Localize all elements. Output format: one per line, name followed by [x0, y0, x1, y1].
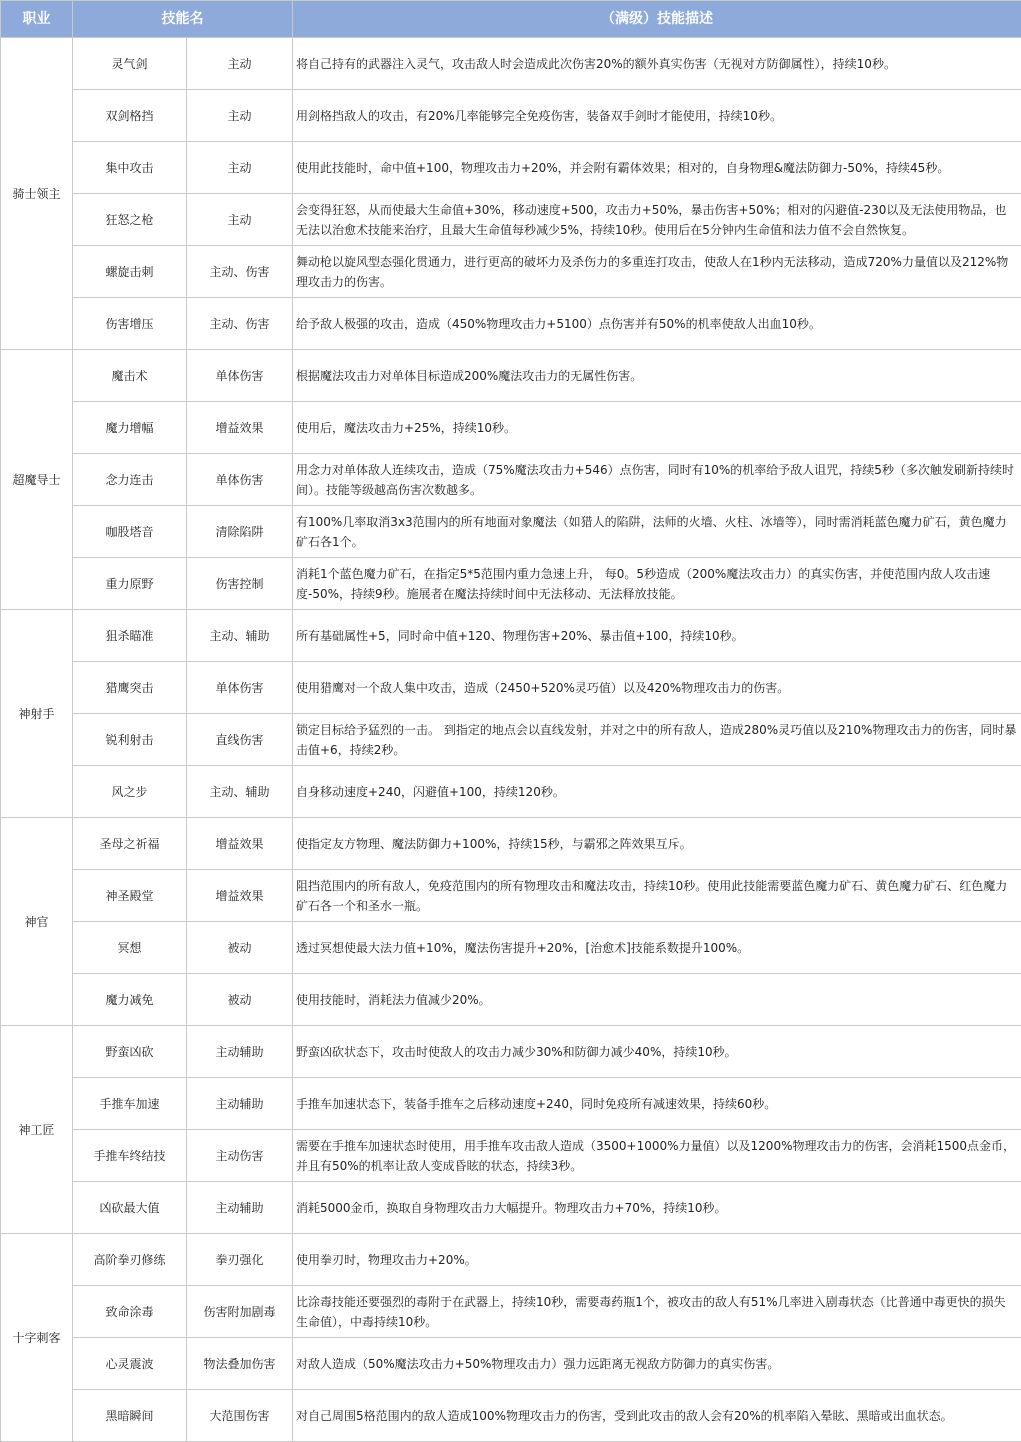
- table-body: [1, 38, 1021, 1442]
- skill-description-cell: 用念力对单体敌人连续攻击，造成（75%魔法攻击力+546）点伤害，同时有10%的机率给予敌人诅咒，持续5秒（多次触发刷新持续时间）。技能等级越高伤害次数越多。: [293, 454, 1021, 506]
- skill-name-cell: 魔力减免: [73, 974, 187, 1026]
- table-row: [1, 1286, 1021, 1338]
- skill-type-cell: 主动、伤害: [187, 246, 293, 298]
- skill-name-cell: 灵气剑: [73, 38, 187, 90]
- skill-type-cell: 被动: [187, 922, 293, 974]
- skill-type-cell: 伤害控制: [187, 558, 293, 610]
- skill-type-cell: 拳刃强化: [187, 1234, 293, 1286]
- skill-type-cell: 单体伤害: [187, 454, 293, 506]
- skill-name-cell: 集中攻击: [73, 142, 187, 194]
- skill-name-cell: 黑暗瞬间: [73, 1390, 187, 1442]
- skill-description-cell: 使指定友方物理、魔法防御力+100%，持续15秒，与霸邪之阵效果互斥。: [293, 818, 1021, 870]
- skill-name-cell: 神圣殿堂: [73, 870, 187, 922]
- skill-description-cell: 用剑格挡敌人的攻击，有20%几率能够完全免疫伤害，装备双手剑时才能使用，持续10秒。: [293, 90, 1021, 142]
- table-row: [1, 922, 1021, 974]
- table-row: [1, 870, 1021, 922]
- skill-name-cell: 野蛮凶砍: [73, 1026, 187, 1078]
- table-row: [1, 142, 1021, 194]
- skill-type-cell: 单体伤害: [187, 662, 293, 714]
- skill-description-cell: 对自己周围5格范围内的敌人造成100%物理攻击力的伤害，受到此攻击的敌人会有20%的机率陷入晕眩、黑暗或出血状态。: [293, 1390, 1021, 1442]
- skill-name-cell: 手推车终结技: [73, 1130, 187, 1182]
- skill-description-cell: 消耗1个蓝色魔力矿石，在指定5*5范围内重力急速上升， 每0。5秒造成（200%魔法攻击力）的真实伤害，并使范围内敌人攻击速度-50%，持续9秒。施展者在魔法持续时间中无法移动、无法释放技能。: [293, 558, 1021, 610]
- skill-description-cell: 有100%几率取消3x3范围内的所有地面对象魔法（如猎人的陷阱，法师的火墙、火柱、冰墙等），同时需消耗蓝色魔力矿石，黄色魔力矿石各1个。: [293, 506, 1021, 558]
- header-description: （满级）技能描述: [293, 1, 1021, 38]
- job-cell: 骑士领主: [1, 38, 73, 350]
- table-row: [1, 194, 1021, 246]
- job-cell: 神工匠: [1, 1026, 73, 1234]
- skill-description-cell: 消耗5000金币，换取自身物理攻击力大幅提升。物理攻击力+70%，持续10秒。: [293, 1182, 1021, 1234]
- table-row: [1, 506, 1021, 558]
- skill-name-cell: 致命涂毒: [73, 1286, 187, 1338]
- skill-description-cell: 会变得狂怒，从而使最大生命值+30%，移动速度+500，攻击力+50%，暴击伤害+50%；相对的闪避值-230以及无法使用物品，也无法以治愈术技能来治疗，且最大生命值每秒减少5%，持续10秒。使用后在5分钟内生命值和法力值不会自然恢复。: [293, 194, 1021, 246]
- skill-name-cell: 凶砍最大值: [73, 1182, 187, 1234]
- skill-type-cell: 伤害附加剧毒: [187, 1286, 293, 1338]
- table-row: [1, 1338, 1021, 1390]
- skill-name-cell: 魔力增幅: [73, 402, 187, 454]
- skill-name-cell: 高阶拳刃修练: [73, 1234, 187, 1286]
- table-row: [1, 350, 1021, 402]
- skill-name-cell: 圣母之祈福: [73, 818, 187, 870]
- table-row: [1, 1234, 1021, 1286]
- table-row: [1, 714, 1021, 766]
- skill-type-cell: 主动辅助: [187, 1078, 293, 1130]
- table-row: [1, 974, 1021, 1026]
- job-cell: 神射手: [1, 610, 73, 818]
- skill-type-cell: 主动伤害: [187, 1130, 293, 1182]
- skill-name-cell: 伤害增压: [73, 298, 187, 350]
- skill-description-cell: 手推车加速状态下，装备手推车之后移动速度+240，同时免疫所有减速效果，持续60秒。: [293, 1078, 1021, 1130]
- skill-type-cell: 主动: [187, 194, 293, 246]
- skill-description-cell: 使用技能时，消耗法力值减少20%。: [293, 974, 1021, 1026]
- skill-type-cell: 主动、辅助: [187, 610, 293, 662]
- skill-name-cell: 风之步: [73, 766, 187, 818]
- table-row: [1, 402, 1021, 454]
- skill-type-cell: 主动、伤害: [187, 298, 293, 350]
- skill-description-cell: 所有基础属性+5，同时命中值+120、物理伤害+20%、暴击值+100，持续10秒。: [293, 610, 1021, 662]
- table-row: [1, 246, 1021, 298]
- skill-type-cell: 直线伤害: [187, 714, 293, 766]
- skill-name-cell: 咖股塔音: [73, 506, 187, 558]
- table-row: [1, 1078, 1021, 1130]
- skill-description-cell: 舞动枪以旋风型态强化贯通力，进行更高的破坏力及杀伤力的多重连打攻击，使敌人在1秒内无法移动，造成720%力量值以及212%物理攻击力的伤害。: [293, 246, 1021, 298]
- skill-type-cell: 增益效果: [187, 402, 293, 454]
- skill-description-cell: 比涂毒技能还要强烈的毒附于在武器上，持续10秒，需要毒药瓶1个，被攻击的敌人有51%几率进入剧毒状态（比普通中毒更快的损失生命值），中毒持续10秒。: [293, 1286, 1021, 1338]
- skill-description-cell: 野蛮凶砍状态下，攻击时使敌人的攻击力减少30%和防御力减少40%，持续10秒。: [293, 1026, 1021, 1078]
- table-row: [1, 454, 1021, 506]
- table-row: [1, 90, 1021, 142]
- table-row: [1, 1026, 1021, 1078]
- header-job: 职业: [1, 1, 73, 38]
- skill-type-cell: 主动辅助: [187, 1182, 293, 1234]
- skill-description-cell: 阻挡范围内的所有敌人，免疫范围内的所有物理攻击和魔法攻击，持续10秒。使用此技能需要蓝色魔力矿石、黄色魔力矿石、红色魔力矿石各一个和圣水一瓶。: [293, 870, 1021, 922]
- skill-description-cell: 给予敌人极强的攻击，造成（450%物理攻击力+5100）点伤害并有50%的机率使敌人出血10秒。: [293, 298, 1021, 350]
- header-row: [1, 1, 1021, 38]
- table-row: [1, 558, 1021, 610]
- table-row: [1, 610, 1021, 662]
- skill-description-cell: 根据魔法攻击力对单体目标造成200%魔法攻击力的无属性伤害。: [293, 350, 1021, 402]
- table-row: [1, 1130, 1021, 1182]
- skill-type-cell: 被动: [187, 974, 293, 1026]
- skill-name-cell: 冥想: [73, 922, 187, 974]
- skill-name-cell: 念力连击: [73, 454, 187, 506]
- skill-description-cell: 使用后，魔法攻击力+25%，持续10秒。: [293, 402, 1021, 454]
- skill-name-cell: 重力原野: [73, 558, 187, 610]
- skill-description-cell: 锁定目标给予猛烈的一击。 到指定的地点会以直线发射，并对之中的所有敌人，造成280%灵巧值以及210%物理攻击力的伤害，同时暴击值+6，持续2秒。: [293, 714, 1021, 766]
- job-cell: 十字刺客: [1, 1234, 73, 1442]
- header-skill-name: 技能名: [73, 1, 293, 38]
- skill-name-cell: 魔击术: [73, 350, 187, 402]
- skill-description-cell: 自身移动速度+240，闪避值+100，持续120秒。: [293, 766, 1021, 818]
- skill-name-cell: 锐利射击: [73, 714, 187, 766]
- skill-name-cell: 狙杀瞄准: [73, 610, 187, 662]
- skill-name-cell: 手推车加速: [73, 1078, 187, 1130]
- skill-description-cell: 将自己持有的武器注入灵气，攻击敌人时会造成此次伤害20%的额外真实伤害（无视对方防御属性），持续10秒。: [293, 38, 1021, 90]
- skill-description-cell: 使用此技能时，命中值+100，物理攻击力+20%，并会附有霸体效果；相对的，自身物理&魔法防御力-50%，持续45秒。: [293, 142, 1021, 194]
- skill-description-cell: 使用猎鹰对一个敌人集中攻击，造成（2450+520%灵巧值）以及420%物理攻击力的伤害。: [293, 662, 1021, 714]
- skill-type-cell: 主动、辅助: [187, 766, 293, 818]
- skill-type-cell: 大范围伤害: [187, 1390, 293, 1442]
- skill-type-cell: 清除陷阱: [187, 506, 293, 558]
- skill-type-cell: 单体伤害: [187, 350, 293, 402]
- skill-type-cell: 主动: [187, 142, 293, 194]
- job-cell: 神官: [1, 818, 73, 1026]
- skill-type-cell: 主动: [187, 38, 293, 90]
- table-row: [1, 662, 1021, 714]
- skill-type-cell: 增益效果: [187, 818, 293, 870]
- skill-description-cell: 透过冥想使最大法力值+10%，魔法伤害提升+20%，[治愈术]技能系数提升100%。: [293, 922, 1021, 974]
- skill-description-cell: 使用拳刃时，物理攻击力+20%。: [293, 1234, 1021, 1286]
- skill-name-cell: 心灵震波: [73, 1338, 187, 1390]
- skill-name-cell: 双剑格挡: [73, 90, 187, 142]
- table-row: [1, 818, 1021, 870]
- skill-name-cell: 狂怒之枪: [73, 194, 187, 246]
- table-row: [1, 38, 1021, 90]
- skill-type-cell: 主动: [187, 90, 293, 142]
- table-row: [1, 766, 1021, 818]
- skill-name-cell: 猎鹰突击: [73, 662, 187, 714]
- skill-name-cell: 螺旋击刺: [73, 246, 187, 298]
- skill-type-cell: 增益效果: [187, 870, 293, 922]
- skill-description-cell: 对敌人造成（50%魔法攻击力+50%物理攻击力）强力远距离无视敌方防御力的真实伤害。: [293, 1338, 1021, 1390]
- job-cell: 超魔导士: [1, 350, 73, 610]
- skill-type-cell: 主动辅助: [187, 1026, 293, 1078]
- skill-type-cell: 物法叠加伤害: [187, 1338, 293, 1390]
- table-row: [1, 1390, 1021, 1442]
- table-row: [1, 1182, 1021, 1234]
- table-row: [1, 298, 1021, 350]
- skill-description-cell: 需要在手推车加速状态时使用，用手推车攻击敌人造成（3500+1000%力量值）以及1200%物理攻击力的伤害，会消耗1500点金币，并且有50%的机率让敌人变成昏眩的状态，持续3秒。: [293, 1130, 1021, 1182]
